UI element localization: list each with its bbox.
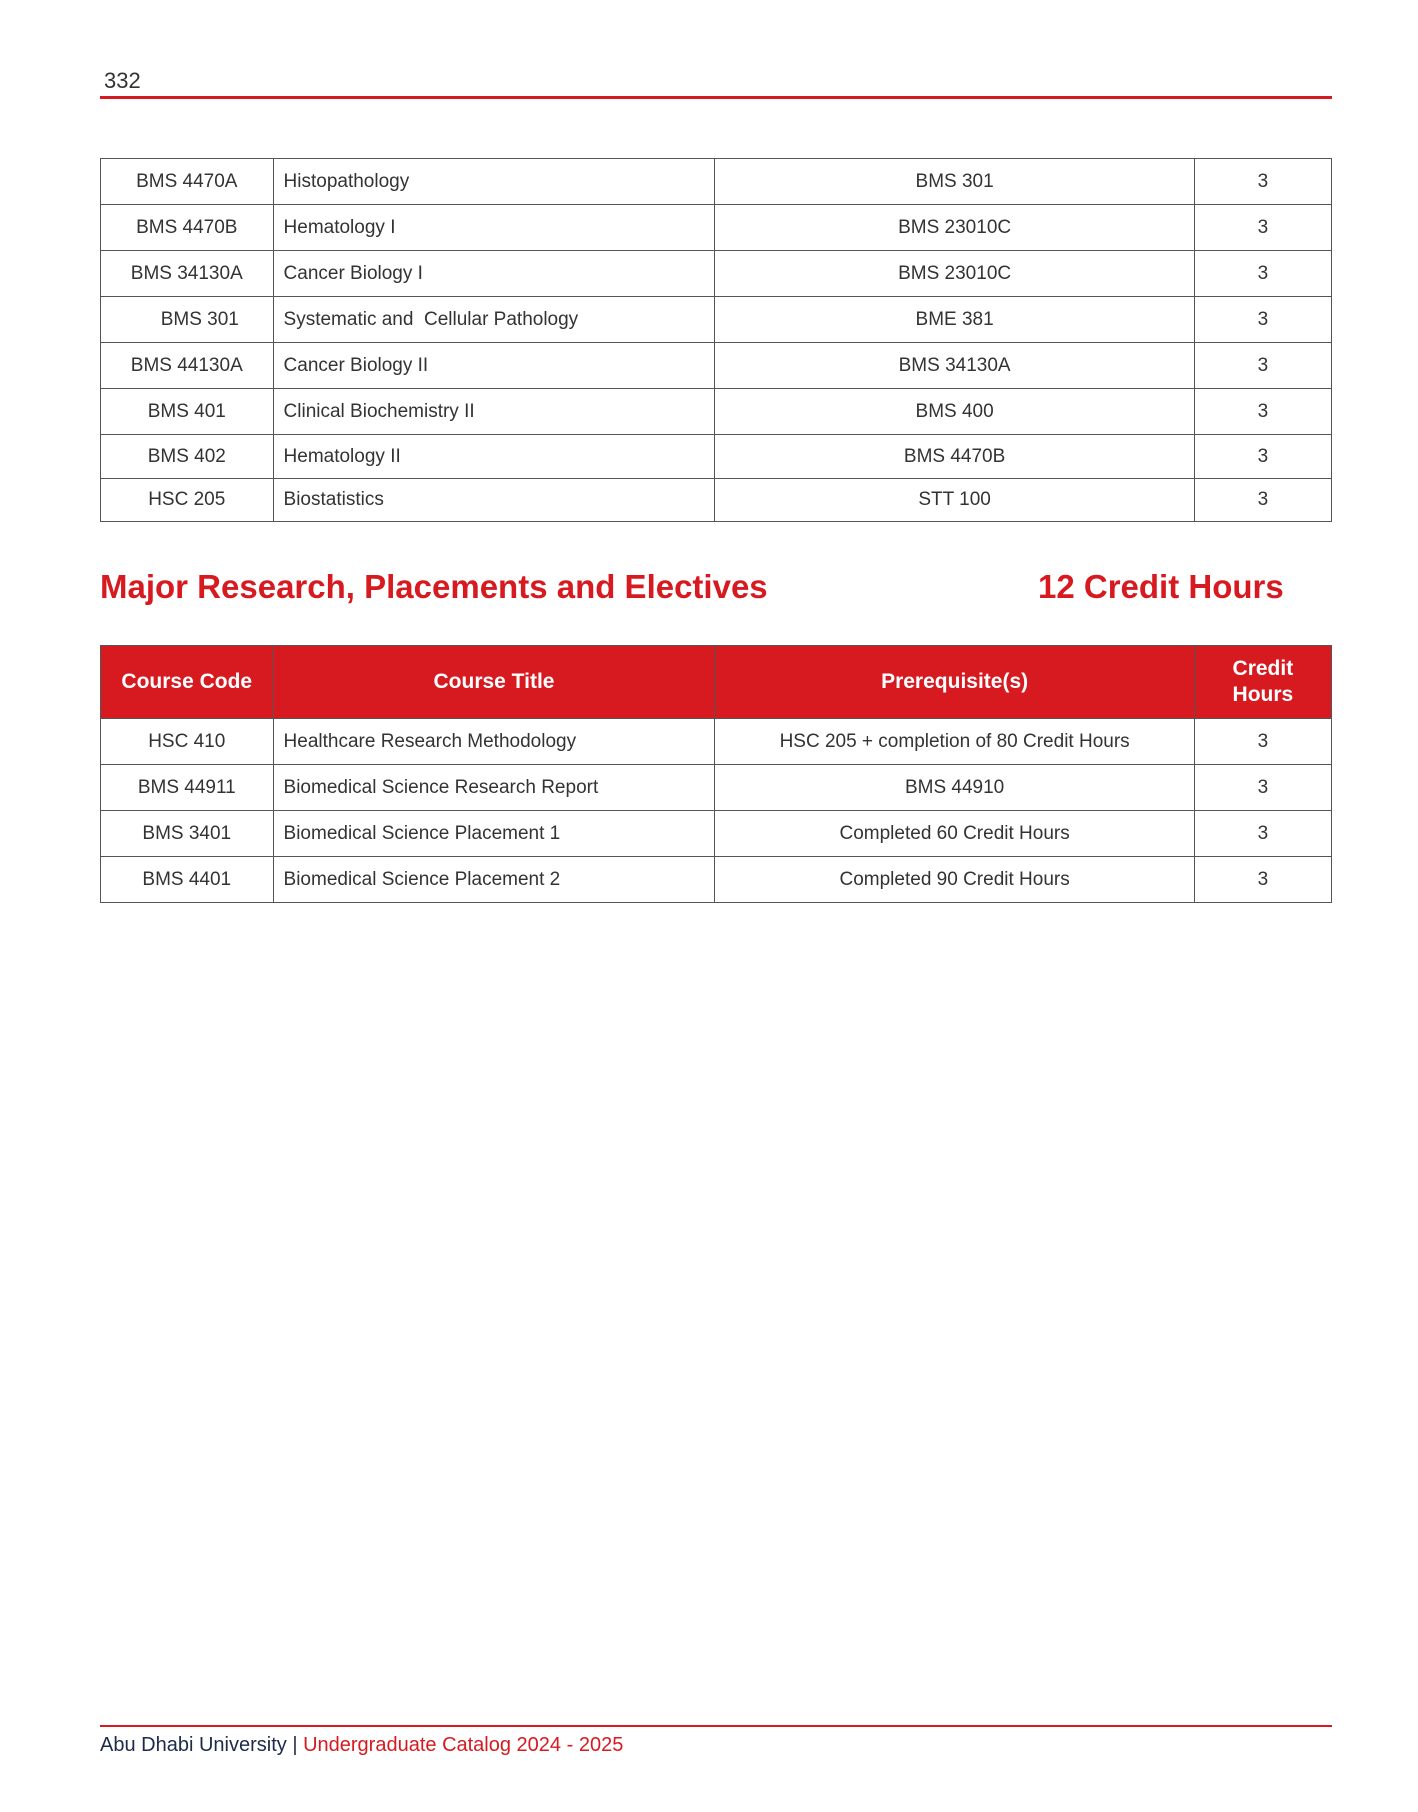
course-title: Histopathology bbox=[273, 159, 715, 205]
table-row bbox=[101, 251, 1332, 297]
credit-hours: 3 bbox=[1194, 435, 1331, 479]
table-row bbox=[101, 205, 1332, 251]
page-number: 332 bbox=[104, 68, 141, 93]
footer-university: Abu Dhabi University bbox=[100, 1734, 287, 1756]
course-title: Biomedical Science Placement 1 bbox=[273, 811, 715, 857]
table-row bbox=[101, 297, 1332, 343]
footer-catalog: Undergraduate Catalog 2024 - 2025 bbox=[303, 1734, 624, 1756]
course-title: Cancer Biology II bbox=[273, 343, 715, 389]
course-title: Cancer Biology I bbox=[273, 251, 715, 297]
prerequisite: BMS 4470B bbox=[715, 435, 1194, 479]
course-title: Hematology II bbox=[273, 435, 715, 479]
table-row bbox=[101, 857, 1332, 903]
prerequisite: BMS 34130A bbox=[715, 343, 1194, 389]
column-header-course-code: Course Code bbox=[101, 646, 274, 719]
research-placements-table bbox=[100, 645, 1332, 903]
prerequisite: BME 381 bbox=[715, 297, 1194, 343]
credit-hours: 3 bbox=[1194, 765, 1331, 811]
credit-hours: 3 bbox=[1194, 205, 1331, 251]
column-header-prerequisites: Prerequisite(s) bbox=[715, 646, 1194, 719]
course-code: BMS 3401 bbox=[101, 811, 274, 857]
credit-hours: 3 bbox=[1194, 719, 1331, 765]
credit-hours: 3 bbox=[1194, 811, 1331, 857]
column-header-credit-hours: Credit Hours bbox=[1194, 646, 1331, 719]
course-code: BMS 34130A bbox=[101, 251, 274, 297]
credit-hours: 3 bbox=[1194, 389, 1331, 435]
credit-hours: 3 bbox=[1194, 343, 1331, 389]
prerequisite: Completed 90 Credit Hours bbox=[715, 857, 1194, 903]
course-code: HSC 205 bbox=[101, 479, 274, 522]
course-title: Healthcare Research Methodology bbox=[273, 719, 715, 765]
credit-hours: 3 bbox=[1194, 857, 1331, 903]
prerequisite: BMS 23010C bbox=[715, 205, 1194, 251]
table-row bbox=[101, 765, 1332, 811]
prerequisite: Completed 60 Credit Hours bbox=[715, 811, 1194, 857]
course-title: Hematology I bbox=[273, 205, 715, 251]
credit-hours: 3 bbox=[1194, 251, 1331, 297]
page-footer bbox=[100, 1734, 623, 1757]
course-code: HSC 410 bbox=[101, 719, 274, 765]
column-header-course-title: Course Title bbox=[273, 646, 715, 719]
table-row bbox=[101, 719, 1332, 765]
prerequisite: HSC 205 + completion of 80 Credit Hours bbox=[715, 719, 1194, 765]
section-credit-hours: 12 Credit Hours bbox=[1038, 568, 1284, 605]
table-row bbox=[101, 811, 1332, 857]
credit-hours: 3 bbox=[1194, 159, 1331, 205]
footer-separator: | bbox=[292, 1734, 298, 1756]
prerequisite: BMS 400 bbox=[715, 389, 1194, 435]
footer-rule bbox=[100, 1725, 1332, 1727]
course-code: BMS 4470A bbox=[101, 159, 274, 205]
course-title: Clinical Biochemistry II bbox=[273, 389, 715, 435]
course-code: BMS 4470B bbox=[101, 205, 274, 251]
course-code: BMS 44130A bbox=[101, 343, 274, 389]
section-title: Major Research, Placements and Electives bbox=[100, 568, 768, 605]
course-code: BMS 401 bbox=[101, 389, 274, 435]
course-code: BMS 402 bbox=[101, 435, 274, 479]
header-rule bbox=[100, 96, 1332, 99]
credit-hours: 3 bbox=[1194, 479, 1331, 522]
course-title: Systematic and Cellular Pathology bbox=[273, 297, 715, 343]
courses-table-continued bbox=[100, 158, 1332, 522]
course-code: BMS 44911 bbox=[101, 765, 274, 811]
credit-hours: 3 bbox=[1194, 297, 1331, 343]
prerequisite: BMS 301 bbox=[715, 159, 1194, 205]
table-header-row bbox=[101, 646, 1332, 719]
course-code: BMS 4401 bbox=[101, 857, 274, 903]
course-title: Biomedical Science Placement 2 bbox=[273, 857, 715, 903]
course-code: BMS 301 bbox=[101, 297, 274, 343]
table-row bbox=[101, 479, 1332, 522]
prerequisite: STT 100 bbox=[715, 479, 1194, 522]
section-heading bbox=[100, 568, 1300, 606]
course-title: Biomedical Science Research Report bbox=[273, 765, 715, 811]
prerequisite: BMS 44910 bbox=[715, 765, 1194, 811]
table-row bbox=[101, 389, 1332, 435]
table-row bbox=[101, 435, 1332, 479]
prerequisite: BMS 23010C bbox=[715, 251, 1194, 297]
table-row bbox=[101, 159, 1332, 205]
table-row bbox=[101, 343, 1332, 389]
course-title: Biostatistics bbox=[273, 479, 715, 522]
